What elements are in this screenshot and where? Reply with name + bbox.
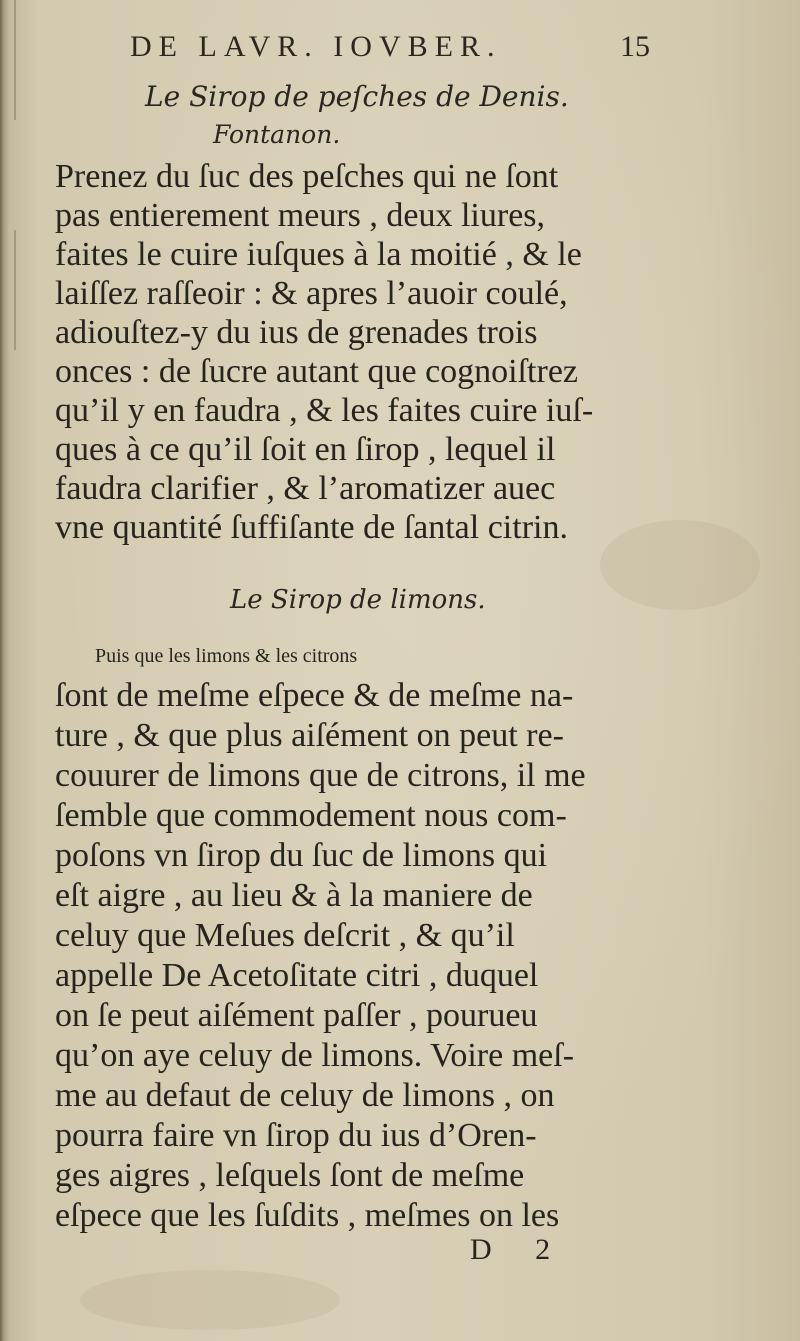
paper-stain [80,1270,340,1330]
page-gutter [0,0,9,1341]
text-line: laiſſez raſſeoir : & apres l’auoir coulé, [55,275,568,312]
text-line: faites le cuire iuſques à la moitié , & le [55,236,582,273]
text-line: adiouſtez-y du ius de grenades trois [55,314,538,351]
signature-mark: D 2 [470,1233,569,1266]
text-line: Puis que les limons & les citrons [95,645,358,667]
text-line: ques à ce qu’il ſoit en ſirop , lequel il [55,431,556,468]
text-line: eſt aigre , au lieu & à la maniere de [55,877,533,914]
text-line: celuy que Meſues deſcrit , & qu’il [55,917,515,954]
text-line: vne quantité ſuffiſante de ſantal citrin. [55,509,568,546]
text-line: onces : de ſucre autant que cognoiſtrez [55,353,578,390]
text-line: me au defaut de celuy de limons , on [55,1077,555,1114]
running-title: DE LAVR. IOVBER. [130,30,502,63]
text-line: on ſe peut aiſément paſſer , pourueu [55,997,538,1034]
text-line: ſemble que commodement nous com- [55,797,567,834]
text-line: Prenez du ſuc des peſches qui ne ſont [55,158,559,195]
text-line: faudra clarifier , & l’aromatizer auec [55,470,556,507]
text-line: qu’on aye celuy de limons. Voire meſ- [55,1037,575,1074]
text-line: qu’il y en faudra , & les faites cuire iuſ- [55,392,594,429]
page-number: 15 [620,30,650,63]
gutter-rule [14,0,16,120]
text-line: couurer de limons que de citrons, il me [55,757,586,794]
text-line: eſpece que les ſuſdits , meſmes on les [55,1197,560,1234]
section-heading-author: Fontanon. [213,120,341,149]
text-line: pourra faire vn ſirop du ius d’Oren- [55,1117,537,1154]
text-line: ges aigres , leſquels ſont de meſme [55,1157,525,1194]
section-heading: Le Sirop de peſches de Denis. [145,80,569,113]
text-line: appelle De Acetoſitate citri , duquel [55,957,539,994]
running-head [130,30,650,70]
text-line: ture , & que plus aiſément on peut re- [55,717,564,754]
section-heading: Le Sirop de limons. [230,585,486,615]
text-line: ſont de meſme eſpece & de meſme na- [55,677,574,714]
text-line: pas entierement meurs , deux liures, [55,197,546,234]
text-line: poſons vn ſirop du ſuc de limons qui [55,837,548,874]
gutter-rule [14,230,16,350]
